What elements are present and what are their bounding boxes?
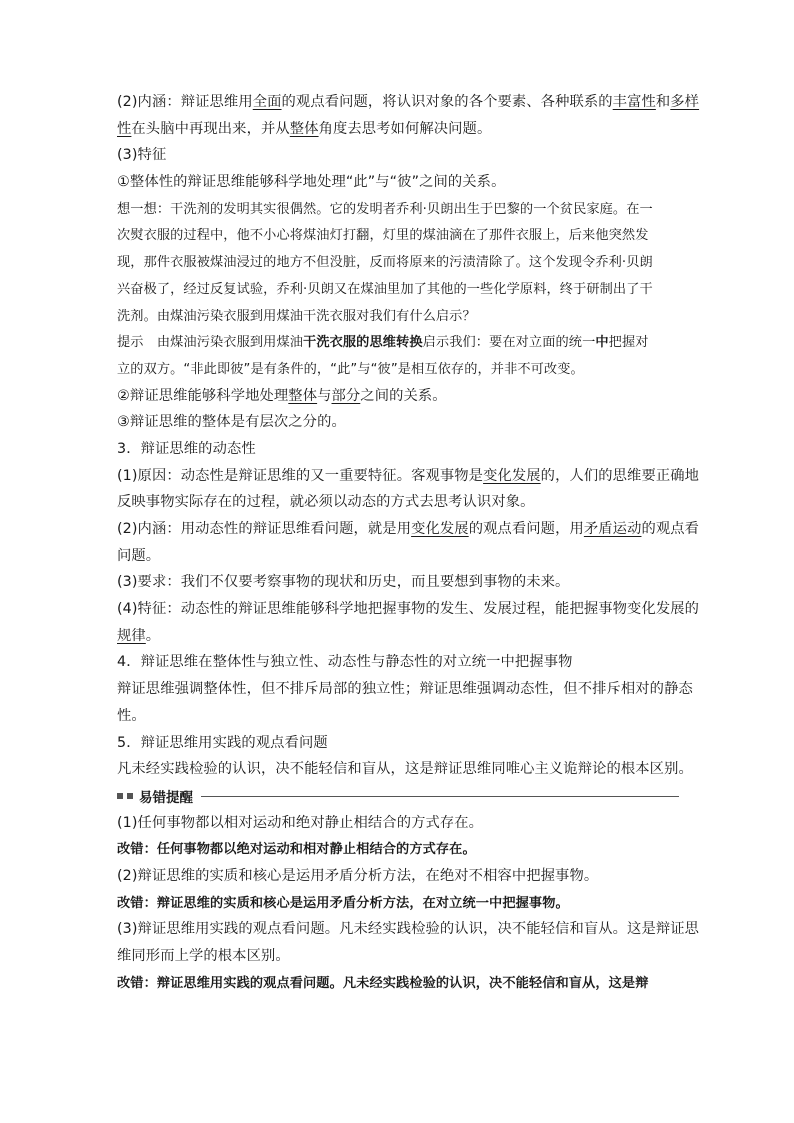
line-feature-3: ③辩证思维的整体是有层次之分的。 [117, 414, 346, 431]
line-feature-2 [117, 386, 679, 407]
bold-term: 干洗衣服的思维转换 [303, 335, 423, 351]
line-feature-dynamic: (4)特征：动态性的辩证思维能够科学地把握事物的发生、发展过程，能把握事物变化发展的 [117, 601, 700, 618]
underlined-term: 丰富性 [612, 94, 656, 110]
line-correction-2: 改错：辩证思维的实质和核心是运用矛盾分析方法，在对立统一中把握事物。 [117, 895, 569, 911]
line-think: 想一想：干洗剂的发明其实很偶然。它的发明者乔利·贝朗出生于巴黎的一个贫民家庭。在一 [117, 201, 653, 217]
line-correction-1: 改错：任何事物都以绝对运动和相对静止相结合的方式存在。 [117, 842, 476, 858]
section-3-heading: 3．辩证思维的动态性 [117, 440, 256, 457]
error-tip-header [117, 786, 679, 807]
line-requirement: (3)要求：我们不仅要考察事物的现状和历史，而且要想到事物的未来。 [117, 574, 570, 591]
underlined-term: 性 [117, 120, 132, 137]
error-tip-title: 易错提醒 [139, 790, 193, 807]
line-connotation-2 [117, 519, 700, 540]
underlined-term: 多样 [670, 94, 700, 110]
line-section-4: 辩证思维强调整体性，但不排斥局部的独立性；辩证思维强调动态性，但不排斥相对的静态 [117, 681, 693, 698]
line-feature-1: ①整体性的辩证思维能够科学地处理“此”与“彼”之间的关系。 [117, 174, 506, 191]
line-hint-cont: 立的双方。“非此即彼”是有条件的，“此”与“彼”是相互依存的，并非不可改变。 [117, 361, 584, 377]
line-hint [117, 332, 679, 353]
section-5-heading: 5．辩证思维用实践的观点看问题 [117, 734, 328, 751]
text: 启示我们：要在对立面的统一 [422, 335, 596, 351]
line-think: 次熨衣服的过程中，他不小心将煤油灯打翻，灯里的煤油滴在了那件衣服上，后来他突然发 [117, 228, 649, 244]
line-think: 兴奋极了，经过反复试验，乔利·贝朗又在煤油里加了其他的一些化学原料，终于研制出了干 [117, 281, 653, 297]
text: 把握对 [608, 335, 649, 351]
line-section-4-cont: 性。 [117, 707, 146, 724]
underlined-term: 整体 [289, 120, 319, 137]
line-error-3-cont: 维同形而上学的根本区别。 [117, 948, 290, 964]
line-connotation-cont [117, 119, 679, 140]
text: 和 [655, 94, 671, 110]
text: 角度去思考如何解决问题。 [318, 120, 492, 137]
underlined-term: 整体 [288, 387, 318, 404]
underlined-term: 规律 [117, 627, 146, 644]
text: (1)原因：动态性是辩证思维的又一重要特征。客观事物是 [117, 467, 484, 484]
text: 的，人们的思维要正确地 [540, 467, 700, 484]
text: 的观点看 [641, 521, 700, 537]
line-connotation [117, 92, 700, 113]
document-body [117, 92, 700, 999]
line-feature-heading: (3)特征 [117, 147, 167, 164]
text: (2)内涵：用动态性的辩证思维看问题，就是用 [117, 521, 412, 537]
line-think: 洗剂。由煤油污染衣服到用煤油干洗衣服对我们有什么启示？ [117, 308, 476, 324]
section-4-heading: 4．辩证思维在整体性与独立性、动态性与静态性的对立统一中把握事物 [117, 654, 573, 671]
line-feature-dynamic-cont [117, 626, 679, 647]
square-bullet-icon [117, 793, 123, 799]
text: 提示 由煤油污染衣服到用煤油 [117, 335, 304, 351]
underlined-term: 全面 [252, 94, 282, 110]
line-error-2: (2)辩证思维的实质和核心是运用矛盾分析方法，在绝对不相容中把握事物。 [117, 867, 599, 884]
text: ②辩证思维能够科学地处理 [117, 387, 289, 404]
underlined-term: 矛盾运动 [583, 521, 642, 537]
line-error-3: (3)辩证思维用实践的观点看问题。凡未经实践检验的认识，决不能轻信和盲从。这是辩证思 [117, 921, 700, 938]
underlined-term: 变化发展 [483, 467, 541, 484]
underlined-term: 部分 [331, 387, 361, 404]
line-reason [117, 466, 700, 487]
bold-term: 中 [595, 335, 609, 351]
text: 的观点看问题，用 [468, 521, 584, 537]
square-bullet-icon [127, 793, 133, 799]
text: 在头脑中再现出来，并从 [131, 120, 290, 137]
text: 与 [317, 387, 332, 404]
text: 的观点看问题，将认识对象的各个要素、各种联系的 [281, 94, 613, 110]
line-correction-3: 改错：辩证思维用实践的观点看问题。凡未经实践检验的认识，决不能轻信和盲从，这是辩 [117, 975, 649, 991]
line-section-5: 凡未经实践检验的认识，决不能轻信和盲从，这是辩证思维同唯心主义诡辩论的根本区别。 [117, 761, 693, 778]
line-reason-cont: 反映事物实际存在的过程，就必须以动态的方式去思考认识对象。 [117, 494, 535, 511]
line-connotation-2-cont: 问题。 [117, 547, 161, 564]
underlined-term: 变化发展 [411, 521, 469, 537]
line-think: 现，那件衣服被煤油浸过的地方不但没脏，反而将原来的污渍清除了。这个发现令乔利·贝朗 [117, 255, 653, 271]
line-error-1: (1)任何事物都以相对运动和绝对静止相结合的方式存在。 [117, 814, 484, 831]
text: 之间的关系。 [360, 387, 447, 404]
text: (2)内涵：辩证思维用 [117, 94, 253, 110]
text: 。 [145, 627, 161, 644]
divider [201, 796, 679, 797]
